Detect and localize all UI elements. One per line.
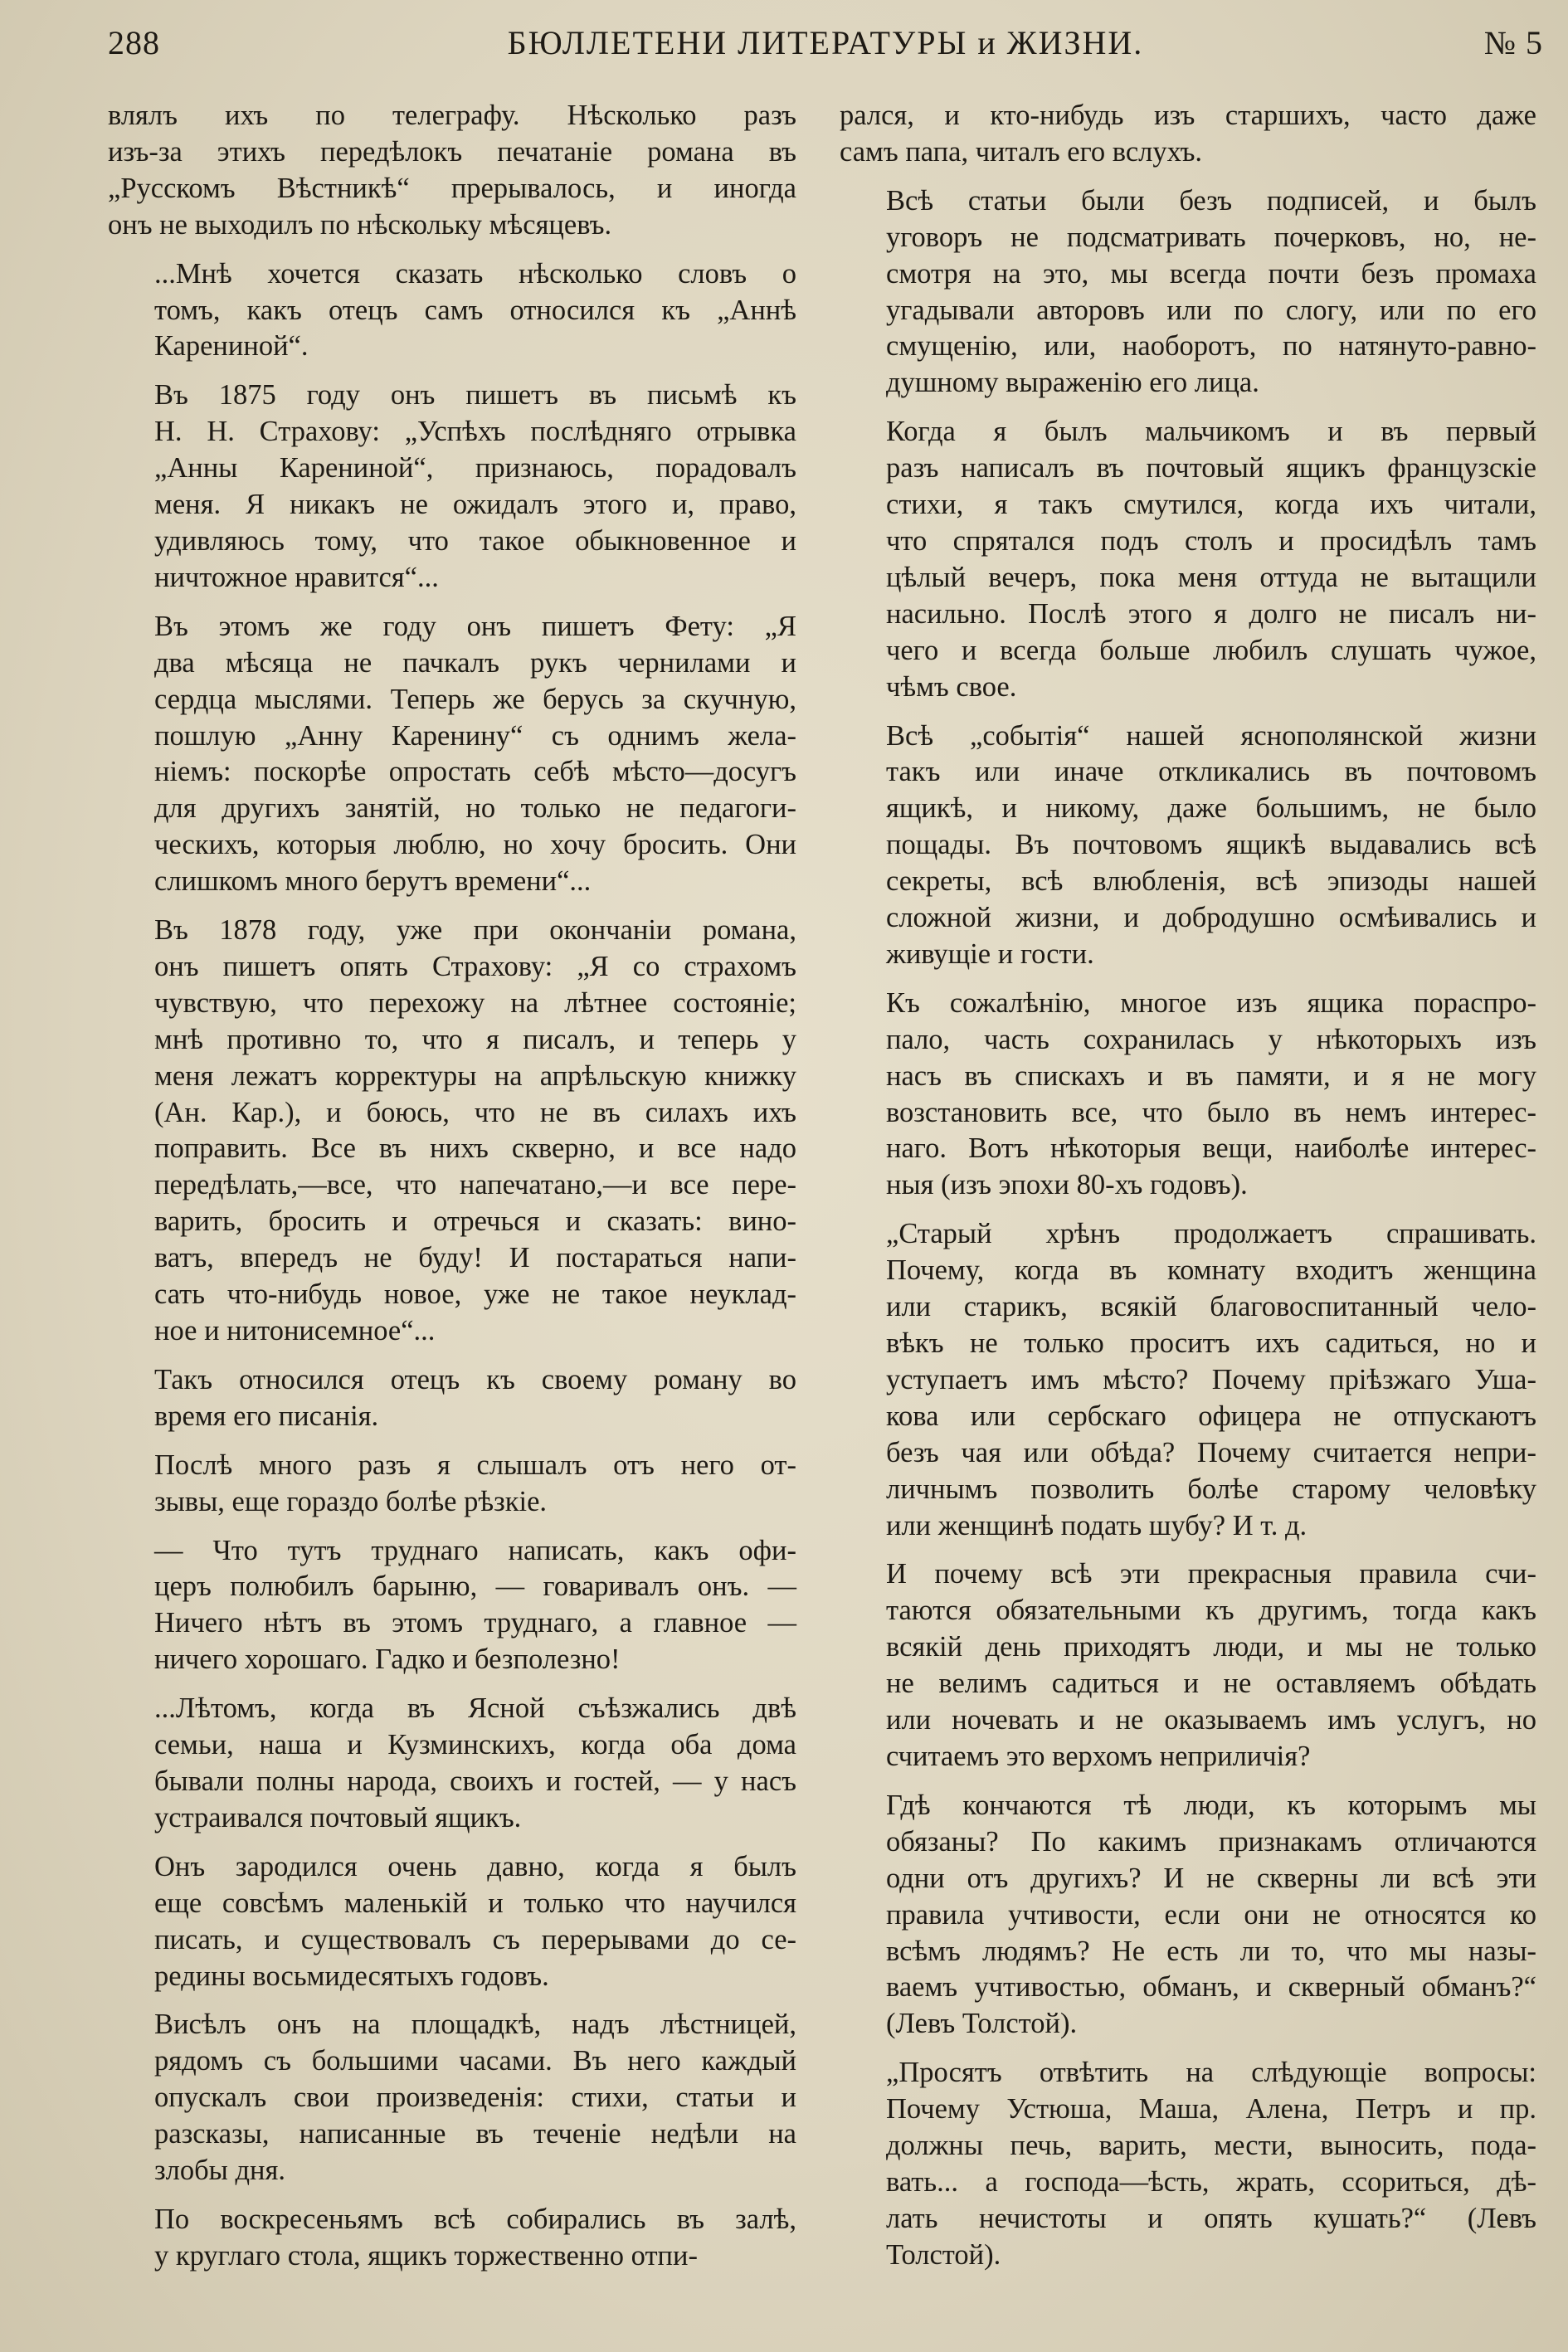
text-line: (Ан. Кар.), и боюсь, что не въ силахъ ихъ: [154, 1096, 796, 1128]
text-line: угадывали авторовъ или по слогу, или по его: [886, 294, 1536, 326]
paragraph: [108, 98, 796, 244]
text-line: злобы дня.: [154, 2155, 285, 2187]
text-line: или женщинѣ подать шубу? И т. д.: [886, 1509, 1307, 1541]
text-line: писать, и существовалъ съ перерывами до се-: [154, 1923, 796, 1955]
text-line: ное и нитонисемное“...: [154, 1315, 436, 1346]
text-line: ныя (изъ эпохи 80-хъ годовъ).: [886, 1169, 1248, 1201]
text-line: Гдѣ кончаются тѣ люди, къ которымъ мы: [886, 1789, 1536, 1821]
text-line: передѣлать,—все, что напечатано,—и все пере-: [154, 1169, 796, 1201]
text-line: уговоръ не подсматривать почерковъ, но, не-: [886, 221, 1536, 253]
text-line: опускалъ свои произведенія: стихи, статьи и: [154, 2082, 796, 2114]
text-line: Послѣ много разъ я слышалъ отъ него от-: [154, 1449, 796, 1481]
text-line: или ночевать и не оказываемъ имъ услугъ, но: [886, 1704, 1536, 1736]
text-line: сложной жизни, и добродушно осмѣивались и: [886, 902, 1536, 934]
text-line: чего и всегда больше любилъ слушать чужое,: [886, 634, 1536, 666]
text-line: Къ сожалѣнію, многое изъ ящика пораспро-: [886, 986, 1536, 1019]
text-line: Н. Н. Страхову: „Успѣхъ послѣдняго отрывка: [154, 416, 796, 448]
text-line: томъ, какъ отецъ самъ относился къ „Аннѣ: [154, 294, 796, 326]
text-line: ...Мнѣ хочется сказать нѣсколько словъ о: [154, 257, 796, 290]
text-line: разъ написалъ въ почтовый ящикъ французскіе: [886, 452, 1536, 485]
text-line: Всѣ статьи были безъ подписей, и былъ: [886, 184, 1536, 217]
paragraph: [108, 1691, 796, 1837]
text-line: И почему всѣ эти прекрасныя правила счи-: [886, 1558, 1536, 1590]
paragraph: [108, 913, 796, 1350]
left-column: [108, 98, 796, 2275]
text-line: „Анны Карениной“, признаюсь, порадовалъ: [154, 452, 796, 485]
issue-number: № 5: [1483, 24, 1543, 61]
text-line: влялъ ихъ по телеграфу. Нѣсколько разъ: [108, 100, 796, 131]
text-line: не велимъ садиться и не оставляемъ обѣдать: [886, 1668, 1536, 1700]
text-line: живущіе и гости.: [886, 937, 1094, 970]
text-line: Карениной“.: [154, 330, 309, 363]
text-line: рался, и кто-нибудь изъ старшихъ, часто даже: [840, 100, 1536, 131]
text-line: пощады. Въ почтовомъ ящикѣ выдавались всѣ: [886, 829, 1536, 861]
text-line: для другихъ занятій, но только не педагоги-: [154, 792, 796, 825]
paragraph: [108, 609, 796, 900]
text-line: считаемъ это верхомъ неприличія?: [886, 1740, 1311, 1772]
text-line: Въ 1878 году, уже при окончаніи романа,: [154, 914, 796, 947]
text-line: разсказы, написанные въ теченіе недѣли на: [154, 2118, 796, 2150]
text-line: бывали полны народа, своихъ и гостей, — у насъ: [154, 1765, 796, 1797]
text-line: личнымъ позволить болѣе старому человѣку: [886, 1473, 1536, 1505]
text-line: мнѣ противно то, что я писалъ, и теперь у: [154, 1023, 796, 1055]
text-line: насильно. Послѣ этого я долго не писалъ ни-: [886, 597, 1536, 630]
text-line: Почему, когда въ комнату входитъ женщина: [886, 1254, 1536, 1287]
text-line: зывы, еще гораздо болѣе рѣзкіе.: [154, 1485, 548, 1517]
text-line: (Левъ Толстой).: [886, 2008, 1078, 2040]
text-line: изъ-за этихъ передѣлокъ печатаніе романа въ: [108, 135, 796, 168]
page-number: 288: [108, 24, 160, 61]
text-line: слишкомъ много берутъ времени“...: [154, 865, 592, 898]
text-line: сать что-нибудь новое, уже не такое неуклад-: [154, 1278, 796, 1311]
text-line: ничего хорошаго. Гадко и безполезно!: [154, 1643, 621, 1676]
text-line: рядомъ съ большими часами. Въ него каждый: [154, 2045, 796, 2077]
paragraph: [840, 2055, 1536, 2273]
text-line: Въ этомъ же году онъ пишетъ Фету: „Я: [154, 610, 796, 642]
text-line: варить, бросить и отречься и сказать: вино-: [154, 1205, 796, 1238]
text-line: обязаны? По какимъ признакамъ отличаются: [886, 1825, 1536, 1858]
text-line: насъ въ спискахъ и въ памяти, и я не могу: [886, 1059, 1536, 1092]
text-line: „Русскомъ Вѣстникѣ“ прерывалось, и иногда: [108, 172, 796, 204]
text-line: меня. Я никакъ не ожидалъ этого и, право,: [154, 489, 796, 521]
text-line: правила учтивости, если они не относятся ко: [886, 1898, 1536, 1931]
paragraph: [108, 2202, 796, 2275]
text-line: еще совсѣмъ маленькій и только что научился: [154, 1887, 796, 1919]
text-line: редины восьмидесятыхъ годовъ.: [154, 1960, 549, 1992]
text-line: пошлую „Анну Каренину“ съ однимъ жела-: [154, 719, 796, 752]
text-line: — Что тутъ труднаго написать, какъ офи-: [154, 1534, 796, 1566]
text-line: чѣмъ свое.: [886, 670, 1017, 703]
text-line: Всѣ „событія“ нашей яснополянской жизни: [886, 719, 1536, 752]
text-line: уступаетъ имъ мѣсто? Почему пріѣзжаго Уша-: [886, 1363, 1536, 1395]
paragraph: [108, 1849, 796, 1995]
text-line: кова или сербскаго офицера не отпускаютъ: [886, 1400, 1536, 1432]
text-line: у круглаго стола, ящикъ торжественно отпи-: [154, 2239, 698, 2272]
text-line: вѣкъ не только проситъ ихъ садиться, но и: [886, 1327, 1536, 1359]
text-line: Онъ зародился очень давно, когда я былъ: [154, 1850, 796, 1882]
text-line: онъ не выходилъ по нѣскольку мѣсяцевъ.: [108, 208, 612, 241]
text-line: время его писанія.: [154, 1400, 379, 1432]
text-line: чувствую, что перехожу на лѣтнее состояніе;: [154, 986, 796, 1019]
text-line: удивляюсь тому, что такое обыкновенное и: [154, 524, 796, 557]
paragraph: [840, 183, 1536, 402]
text-line: Почему Устюша, Маша, Алена, Петръ и пр.: [886, 2093, 1536, 2126]
journal-title: БЮЛЛЕТЕНИ ЛИТЕРАТУРЫ и ЖИЗНИ.: [507, 24, 1144, 61]
paragraph: [108, 377, 796, 596]
text-line: онъ пишетъ опять Страхову: „Я со страхомъ: [154, 950, 796, 982]
paragraph: [840, 1556, 1536, 1775]
text-line: ніемъ: поскорѣе опростать себѣ мѣсто—досугъ: [154, 756, 796, 788]
paragraph: [108, 256, 796, 366]
paragraph: [840, 1788, 1536, 2043]
text-line: что спрятался подъ столъ и просидѣлъ тамъ: [886, 524, 1536, 557]
text-line: или старикъ, всякій благовоспитанный чело-: [886, 1291, 1536, 1323]
paragraph: [840, 986, 1536, 1204]
text-line: вать... а господа—ѣсть, жрать, ссориться, дѣ-: [886, 2165, 1536, 2198]
text-line: одни отъ другихъ? И не скверны ли всѣ эти: [886, 1862, 1536, 1894]
text-line: стихи, я такъ смутился, когда ихъ читали,: [886, 489, 1536, 521]
text-line: Такъ относился отецъ къ своему роману во: [154, 1363, 796, 1395]
text-line: Ничего нѣтъ въ этомъ труднаго, а главное —: [154, 1607, 796, 1639]
text-line: устраивался почтовый ящикъ.: [154, 1801, 522, 1833]
text-line: всякій день приходятъ люди, и мы не только: [886, 1631, 1536, 1663]
text-line: всѣмъ людямъ? Не есть ли то, что мы назы-: [886, 1935, 1536, 1967]
paragraph: [840, 414, 1536, 705]
text-line: таются обязательными къ другимъ, тогда какъ: [886, 1595, 1536, 1627]
text-line: ящикѣ, и никому, даже большимъ, не было: [886, 792, 1536, 825]
text-line: „Просятъ отвѣтить на слѣдующіе вопросы:: [886, 2057, 1536, 2089]
paragraph: [108, 1362, 796, 1435]
text-line: По воскресеньямъ всѣ собирались въ залѣ,: [154, 2203, 796, 2235]
paragraph: [108, 2007, 796, 2189]
text-line: цѣлый вечеръ, пока меня оттуда не вытащили: [886, 561, 1536, 593]
text-line: ватъ, впередъ не буду! И постараться напи-: [154, 1242, 796, 1274]
text-line: лать нечистоты и опять кушать?“ (Левъ: [886, 2202, 1536, 2234]
text-line: должны печь, варить, мести, выносить, пода-: [886, 2130, 1536, 2162]
text-line: смотря на это, мы всегда почти безъ промаха: [886, 257, 1536, 290]
text-line: самъ папа, читалъ его вслухъ.: [840, 135, 1203, 168]
text-line: ваемъ учтивостью, обманъ, и скверный обманъ?“: [886, 1971, 1536, 2004]
text-line: возстановить все, что было въ немъ интерес-: [886, 1096, 1536, 1128]
text-line: „Старый хрѣнъ продолжаетъ спрашивать.: [886, 1218, 1536, 1250]
text-line: безъ чая или обѣда? Почему считается непри-: [886, 1436, 1536, 1468]
text-line: семьи, наша и Кузминскихъ, когда оба дома: [154, 1729, 796, 1761]
text-line: ...Лѣтомъ, когда въ Ясной съѣзжались двѣ: [154, 1692, 796, 1725]
text-line: Висѣлъ онъ на площадкѣ, надъ лѣстницей,: [154, 2009, 796, 2041]
text-line: ничтожное нравится“...: [154, 561, 439, 593]
text-line: наго. Вотъ нѣкоторыя вещи, наиболѣе интерес-: [886, 1132, 1536, 1165]
text-line: Въ 1875 году онъ пишетъ въ письмѣ къ: [154, 379, 796, 411]
text-line: поправить. Все въ нихъ скверно, и все надо: [154, 1132, 796, 1165]
text-line: смущенію, или, наоборотъ, по натянуто-равно-: [886, 330, 1536, 363]
right-column: [840, 98, 1536, 2274]
text-line: секреты, всѣ влюбленія, всѣ эпизоды нашей: [886, 865, 1536, 898]
text-line: такъ или иначе откликались въ почтовомъ: [886, 756, 1536, 788]
text-line: меня лежатъ корректуры на апрѣльскую книжку: [154, 1059, 796, 1092]
running-header: [108, 18, 1543, 68]
paragraph: [840, 98, 1536, 171]
text-line: Когда я былъ мальчикомъ и въ первый: [886, 416, 1536, 448]
paragraph: [108, 1533, 796, 1679]
text-line: ческихъ, которыя люблю, но хочу бросить. Они: [154, 829, 796, 861]
text-line: церъ полюбилъ барыню, — говаривалъ онъ. —: [154, 1570, 796, 1603]
text-line: два мѣсяца не пачкалъ рукъ чернилами и: [154, 646, 796, 679]
paragraph: [840, 718, 1536, 973]
text-line: сердца мыслями. Теперь же берусь за скучную,: [154, 683, 796, 715]
text-line: Толстой).: [886, 2238, 1001, 2271]
paragraph: [840, 1216, 1536, 1544]
paragraph: [108, 1448, 796, 1521]
text-line: душному выраженію его лица.: [886, 367, 1259, 399]
text-line: пало, часть сохранилась у нѣкоторыхъ изъ: [886, 1023, 1536, 1055]
